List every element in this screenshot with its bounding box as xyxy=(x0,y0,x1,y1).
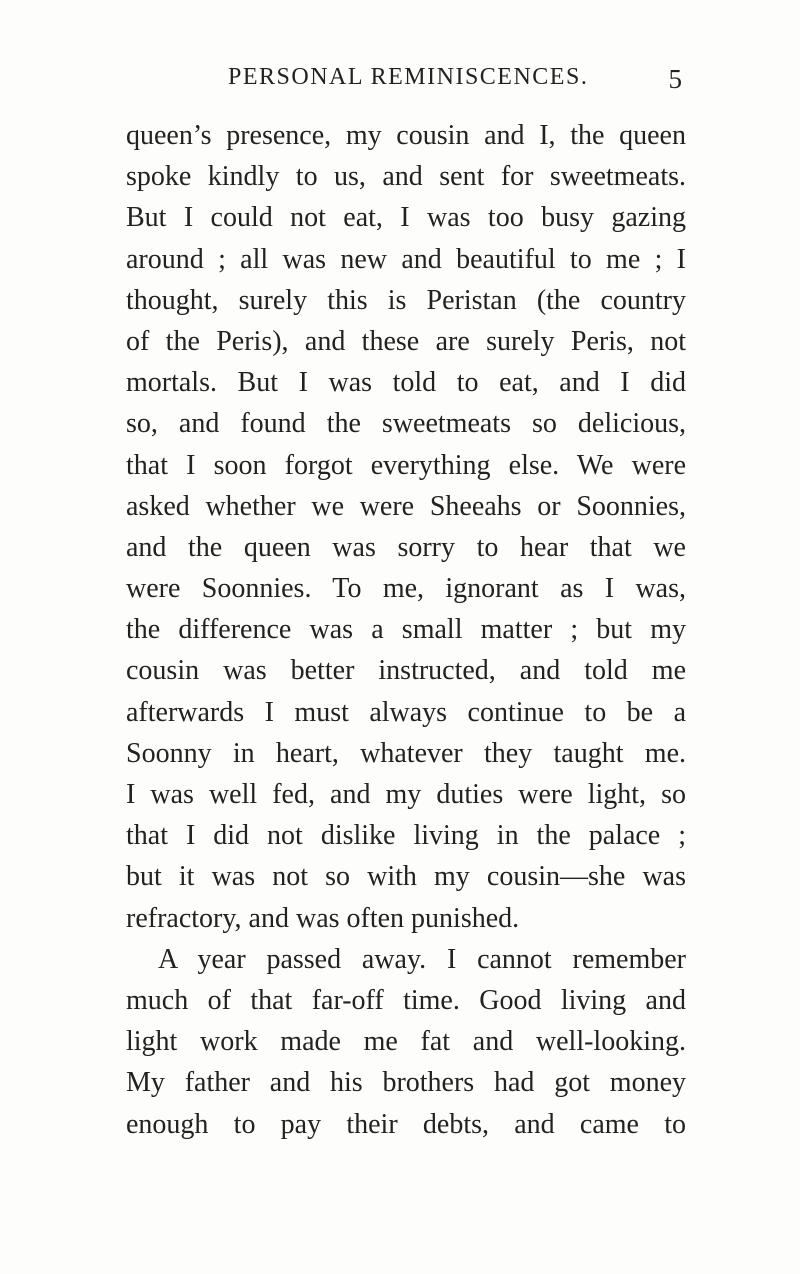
text-line: Soonny in heart, whatever they taught me. xyxy=(126,737,686,769)
text-line: I was well fed, and my duties were light, so xyxy=(126,779,686,810)
text-line: enough to pay their debts, and came to xyxy=(126,1108,686,1140)
text-line: cousin was better instructed, and told me xyxy=(126,655,686,687)
text-line: of the Peris), and these are surely Peris, not xyxy=(126,325,686,357)
text-line: but it was not so with my cousin—she was xyxy=(126,861,686,893)
page-number: 5 xyxy=(668,64,682,94)
text-line: spoke kindly to us, and sent for sweetmeats. xyxy=(126,161,686,193)
text-line: queen’s presence, my cousin and I, the queen xyxy=(126,120,686,151)
text-line: My father and his brothers had got money xyxy=(126,1067,686,1099)
text-line: the difference was a small matter ; but my xyxy=(126,614,686,646)
text-line: light work made me fat and well-looking. xyxy=(126,1026,686,1058)
text-line: that I soon forgot everything else. We were xyxy=(126,449,686,481)
text-line: afterwards I must always continue to be a xyxy=(126,696,686,728)
text-line: were Soonnies. To me, ignorant as I was, xyxy=(126,573,686,605)
text-line: But I could not eat, I was too busy gazing xyxy=(126,202,686,234)
text-line: much of that far-off time. Good living and xyxy=(126,984,686,1016)
text-line: and the queen was sorry to hear that we xyxy=(126,531,686,563)
text-line: mortals. But I was told to eat, and I did xyxy=(126,367,686,399)
running-head: PERSONAL REMINISCENCES. xyxy=(228,64,589,90)
page-header xyxy=(228,64,682,104)
text-line: asked whether we were Sheeahs or Soonnies, xyxy=(126,490,686,522)
text-line: so, and found the sweetmeats so delicious, xyxy=(126,408,686,440)
body-text xyxy=(126,115,686,1145)
text-line: that I did not dislike living in the palace ; xyxy=(126,820,686,852)
text-line: refractory, and was often punished. xyxy=(126,902,520,934)
text-line: around ; all was new and beautiful to me ; I xyxy=(126,243,686,275)
text-line: A year passed away. I cannot remember xyxy=(158,943,686,975)
text-line: thought, surely this is Peristan (the country xyxy=(126,284,686,316)
